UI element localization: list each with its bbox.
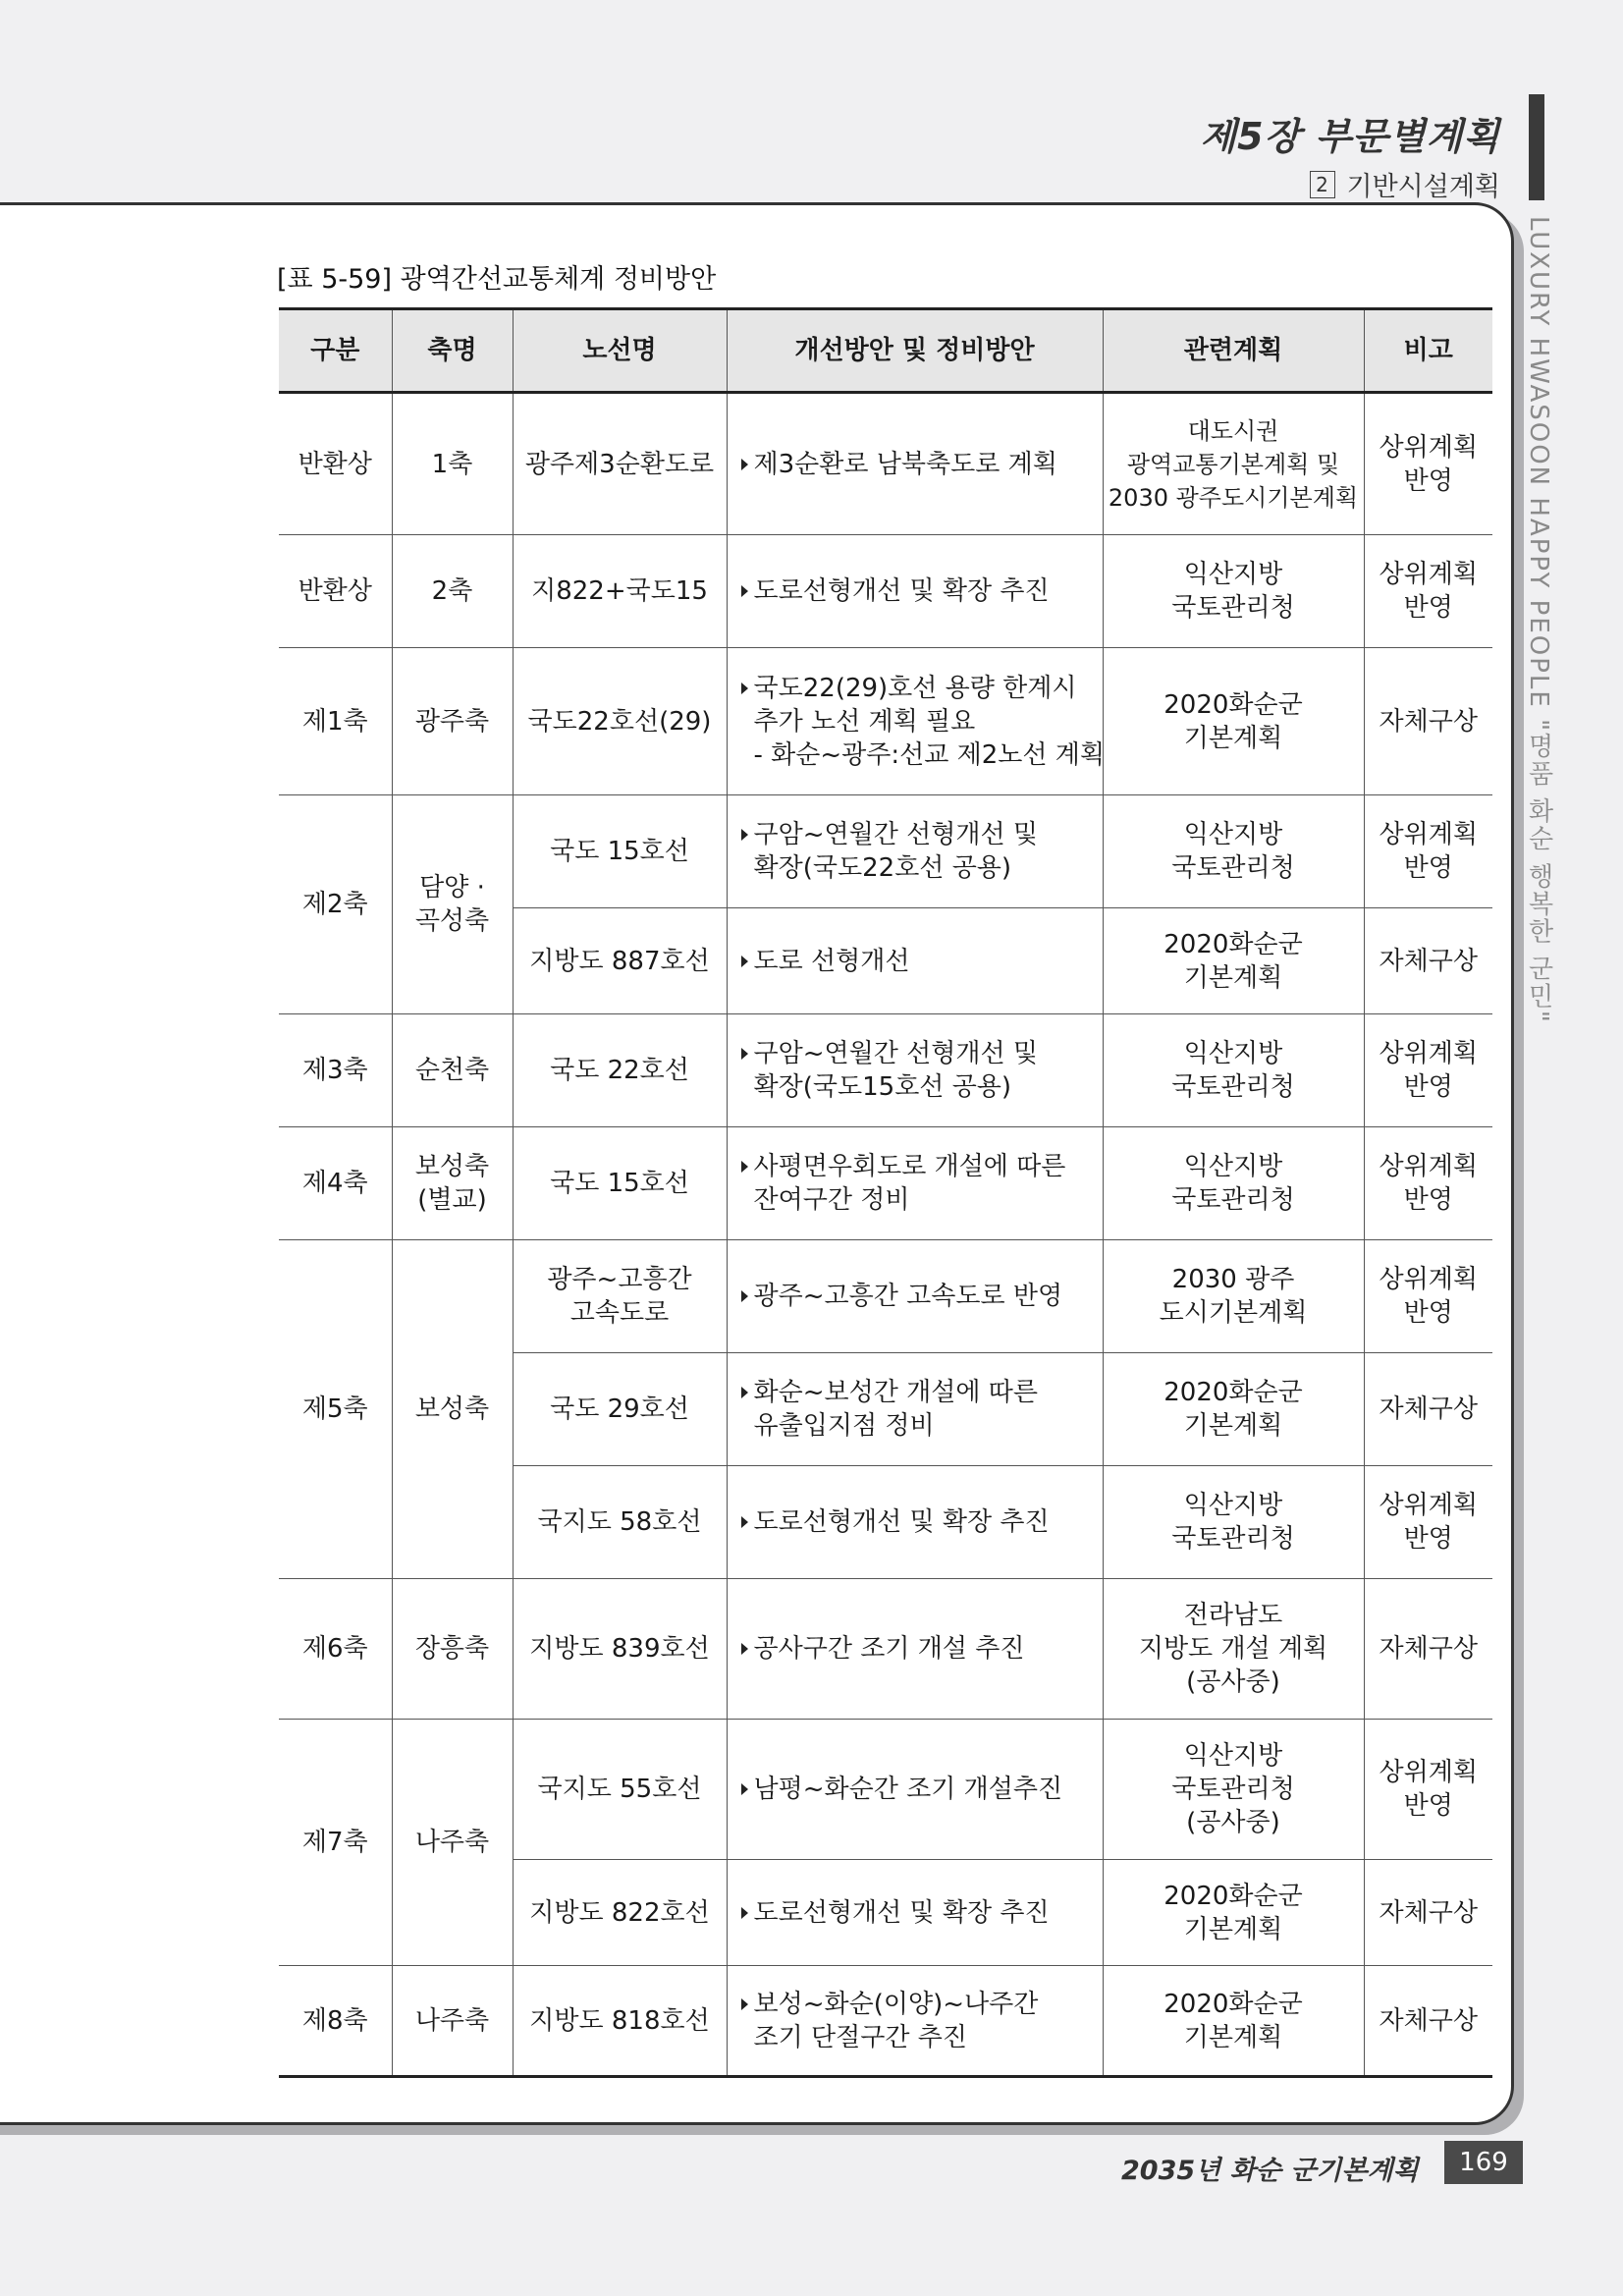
- route-cell: [513, 535, 727, 648]
- plan-cell: [727, 1240, 1103, 1353]
- plan-text: 추가 노선 계획 필요: [753, 706, 976, 737]
- plan-text: - 화순~광주:선교 제2노선 계획: [753, 739, 1106, 770]
- axis-cell: 나주축: [392, 1720, 513, 1966]
- plan-line: [741, 818, 1097, 851]
- cell-line: 국도 15호선: [550, 1169, 689, 1198]
- cell-line: 상위계획: [1379, 820, 1478, 849]
- cell-line: 반영: [1403, 1524, 1453, 1554]
- note-cell: [1364, 1240, 1492, 1353]
- cell-line: 도시기본계획: [1159, 1298, 1308, 1328]
- cell-line: 상위계획: [1379, 1152, 1478, 1181]
- related-plan-cell: [1103, 1353, 1364, 1466]
- plan-cell: [727, 908, 1103, 1014]
- plan-text: 사평면우회도로 개설에 따른: [753, 1152, 1066, 1181]
- route-cell: [513, 1466, 727, 1579]
- plan-text: 도로 선형개선: [753, 946, 910, 976]
- plan-line: [741, 1505, 1097, 1539]
- note-cell: [1364, 1579, 1492, 1720]
- plan-text: 도로선형개선 및 확장 추진: [753, 1507, 1050, 1537]
- plan-line: [741, 1409, 1097, 1443]
- chapter-title: 제5장 부문별계획: [1200, 115, 1500, 158]
- cell-line: 2020화순군: [1163, 929, 1303, 959]
- cell-line: 익산지방: [1183, 1152, 1283, 1181]
- section-heading: [1310, 165, 1501, 203]
- plan-line: [741, 738, 1106, 772]
- plan-line: [741, 1280, 1097, 1313]
- cell-line: 2020화순군: [1163, 1378, 1303, 1407]
- bullet-triangle-icon: [741, 1998, 748, 2010]
- cell-line: 국토관리청: [1171, 1524, 1295, 1554]
- plan-text: 구암~연월간 선형개선 및: [753, 1039, 1038, 1068]
- cell-line: 기본계획: [1183, 723, 1283, 753]
- cell-line: 국도 22호선: [550, 1056, 689, 1085]
- related-plan-cell: [1103, 1466, 1364, 1579]
- header-cell: 구분: [279, 309, 392, 393]
- division-cell: 제5축: [279, 1240, 392, 1579]
- plan-line: [741, 705, 1097, 738]
- table-row: [279, 1966, 1492, 2077]
- bullet-triangle-icon: [741, 829, 748, 841]
- table-header-row: [279, 309, 1492, 393]
- related-plan-cell: [1103, 908, 1364, 1014]
- cell-line: 기본계획: [1183, 962, 1283, 993]
- route-cell: [513, 1240, 727, 1353]
- cell-line: 반영: [1403, 1072, 1453, 1102]
- plan-cell: [727, 648, 1106, 795]
- note-cell: [1364, 1466, 1492, 1579]
- cell-line: 지방도 839호선: [529, 1634, 710, 1664]
- cell-line: 지방도 887호선: [529, 946, 710, 976]
- axis-cell: 보성축 (별교): [392, 1127, 513, 1240]
- note-cell: [1364, 648, 1492, 795]
- note-cell: [1364, 393, 1492, 535]
- route-cell: [513, 1720, 727, 1860]
- cell-line: 반영: [1403, 1185, 1453, 1215]
- cell-line: 국토관리청: [1171, 593, 1295, 623]
- cell-line: 광역교통기본계획 및: [1126, 450, 1340, 478]
- section-number: 2: [1310, 171, 1335, 198]
- cell-line: 상위계획: [1379, 560, 1478, 589]
- note-cell: [1364, 1353, 1492, 1466]
- bullet-triangle-icon: [741, 459, 748, 470]
- cell-line: 상위계획: [1379, 1491, 1478, 1520]
- cell-line: 광주~고흥간: [547, 1265, 692, 1294]
- plan-cell: [727, 393, 1103, 535]
- plan-text: 국도22(29)호선 용량 한계시: [753, 673, 1077, 703]
- plan-text: 공사구간 조기 개설 추진: [753, 1634, 1025, 1664]
- cell-line: 국도 29호선: [550, 1394, 689, 1424]
- cell-line: 자체구상: [1379, 946, 1478, 976]
- cell-line: 자체구상: [1379, 1897, 1478, 1928]
- axis-cell: 장흥축: [392, 1579, 513, 1720]
- plan-cell: [727, 795, 1103, 908]
- bullet-triangle-icon: [741, 956, 748, 967]
- header-cell: 축명: [392, 309, 513, 393]
- section-title: 기반시설계획: [1346, 172, 1500, 202]
- cell-line: 반영: [1403, 1791, 1453, 1821]
- related-plan-cell: [1103, 648, 1364, 795]
- related-plan-cell: [1103, 393, 1364, 535]
- cell-line: 자체구상: [1379, 1634, 1478, 1664]
- axis-cell: 담양 · 곡성축: [392, 795, 513, 1014]
- table-row: [279, 1240, 1492, 1353]
- bullet-triangle-icon: [741, 1907, 748, 1919]
- cell-line: 자체구상: [1379, 706, 1478, 737]
- cell-line: 반영: [1403, 465, 1453, 496]
- table-caption: [표 5-59] 광역간선교통체계 정비방안: [277, 264, 717, 295]
- side-slogan: LUXURY HWASOON HAPPY PEOPLE "명품 화순 행복한 군민": [1524, 216, 1553, 1024]
- plan-line: [741, 1376, 1097, 1409]
- header-cell: 비고: [1364, 309, 1492, 393]
- cell-line: 전라남도: [1183, 1601, 1283, 1630]
- cell-line: 국토관리청: [1171, 1072, 1295, 1102]
- plan-cell: [727, 1127, 1103, 1240]
- cell-line: 익산지방: [1183, 1741, 1283, 1771]
- table-row: [279, 795, 1492, 908]
- plan-text: 조기 단절구간 추진: [753, 2022, 967, 2052]
- cell-line: 지방도 개설 계획: [1138, 1634, 1328, 1664]
- note-cell: [1364, 1860, 1492, 1966]
- related-plan-cell: [1103, 1860, 1364, 1966]
- plan-line: [741, 672, 1097, 705]
- cell-line: 2020화순군: [1163, 1989, 1303, 2019]
- plan-text: 구암~연월간 선형개선 및: [753, 820, 1038, 849]
- bullet-triangle-icon: [741, 1048, 748, 1060]
- cell-line: 국토관리청: [1171, 1775, 1295, 1804]
- cell-line: 국도22호선(29): [527, 706, 712, 737]
- table-row: [279, 1720, 1492, 1860]
- axis-cell: 2축: [392, 535, 513, 648]
- table-row: [279, 535, 1492, 648]
- cell-line: 익산지방: [1183, 1039, 1283, 1068]
- plan-cell: [727, 1014, 1103, 1127]
- plan-text: 남평~화순간 조기 개설추진: [753, 1775, 1063, 1804]
- cell-line: 반영: [1403, 593, 1453, 623]
- cell-line: 국토관리청: [1171, 1185, 1295, 1215]
- related-plan-cell: [1103, 1579, 1364, 1720]
- cell-line: 국지도 58호선: [537, 1507, 702, 1537]
- bullet-triangle-icon: [741, 1387, 748, 1398]
- division-cell: 제2축: [279, 795, 392, 1014]
- plan-text: 확장(국도15호선 공용): [753, 1072, 1012, 1102]
- route-cell: [513, 1127, 727, 1240]
- cell-line: 자체구상: [1379, 2005, 1478, 2036]
- plan-text: 유출입지점 정비: [753, 1411, 935, 1441]
- route-cell: [513, 1014, 727, 1127]
- plan-cell: [727, 1466, 1103, 1579]
- header-cell: 관련계획: [1103, 309, 1364, 393]
- division-cell: 제1축: [279, 648, 392, 795]
- cell-line: 대도시권: [1187, 416, 1279, 445]
- plan-cell: [727, 1579, 1103, 1720]
- cell-line: 2030 광주: [1171, 1265, 1295, 1294]
- table-row: [279, 1579, 1492, 1720]
- cell-line: 반영: [1403, 853, 1453, 883]
- division-cell: 제6축: [279, 1579, 392, 1720]
- cell-line: 국토관리청: [1171, 853, 1295, 883]
- axis-cell: 보성축: [392, 1240, 513, 1579]
- route-cell: [513, 1860, 727, 1966]
- division-cell: 제8축: [279, 1966, 392, 2077]
- cell-line: 2030 광주도시기본계획: [1108, 483, 1359, 512]
- plan-line: [741, 851, 1097, 885]
- route-cell: [513, 908, 727, 1014]
- cell-line: 기본계획: [1183, 1411, 1283, 1441]
- page-number: 169: [1444, 2141, 1523, 2184]
- bullet-triangle-icon: [741, 1290, 748, 1302]
- bullet-triangle-icon: [741, 1516, 748, 1528]
- note-cell: [1364, 1014, 1492, 1127]
- cell-line: 기본계획: [1183, 2022, 1283, 2052]
- cell-line: 국지도 55호선: [537, 1775, 702, 1804]
- cell-line: 반영: [1403, 1298, 1453, 1328]
- plan-line: [741, 1773, 1097, 1806]
- plan-line: [741, 1150, 1097, 1183]
- route-cell: [513, 1353, 727, 1466]
- header-cell: 노선명: [513, 309, 727, 393]
- table-row: [279, 1014, 1492, 1127]
- plan-line: [741, 1896, 1097, 1930]
- header-cell: 개선방안 및 정비방안: [727, 309, 1103, 393]
- route-cell: [513, 1966, 727, 2077]
- axis-cell: 광주축: [392, 648, 513, 795]
- bullet-triangle-icon: [741, 1783, 748, 1795]
- bullet-triangle-icon: [741, 1161, 748, 1173]
- cell-line: 익산지방: [1183, 1491, 1283, 1520]
- note-cell: [1364, 1127, 1492, 1240]
- related-plan-cell: [1103, 535, 1364, 648]
- cell-line: 2020화순군: [1163, 1881, 1303, 1911]
- plan-line: [741, 1183, 1097, 1217]
- cell-line: 상위계획: [1379, 1039, 1478, 1068]
- cell-line: (공사중): [1186, 1808, 1280, 1837]
- related-plan-cell: [1103, 795, 1364, 908]
- cell-line: 지방도 818호선: [529, 2005, 710, 2036]
- route-cell: [513, 1579, 727, 1720]
- plan-cell: [727, 1353, 1103, 1466]
- division-cell: 제4축: [279, 1127, 392, 1240]
- plan-cell: [727, 1966, 1103, 2077]
- note-cell: [1364, 535, 1492, 648]
- related-plan-cell: [1103, 1966, 1364, 2077]
- route-cell: [513, 648, 727, 795]
- cell-line: 고속도로: [569, 1298, 670, 1328]
- route-cell: [513, 795, 727, 908]
- cell-line: 국도 15호선: [550, 837, 689, 866]
- footer-title: 2035년 화순 군기본계획: [1121, 2156, 1419, 2186]
- related-plan-cell: [1103, 1014, 1364, 1127]
- plan-line: [741, 945, 1097, 978]
- plan-text: 도로선형개선 및 확장 추진: [753, 1897, 1050, 1928]
- table-row: [279, 1127, 1492, 1240]
- cell-line: 상위계획: [1379, 1265, 1478, 1294]
- table-row: [279, 648, 1492, 795]
- table-row: [279, 393, 1492, 535]
- cell-line: 지822+국도15: [531, 576, 708, 606]
- cell-line: 상위계획: [1379, 432, 1478, 463]
- cell-line: 익산지방: [1183, 560, 1283, 589]
- plan-text: 도로선형개선 및 확장 추진: [753, 576, 1050, 606]
- plan-cell: [727, 1720, 1103, 1860]
- axis-cell: 1축: [392, 393, 513, 535]
- related-plan-cell: [1103, 1240, 1364, 1353]
- plan-line: [741, 1988, 1097, 2021]
- header-accent-bar: [1529, 94, 1544, 200]
- plan-text: 제3순환로 남북축도로 계획: [753, 449, 1057, 479]
- plan-text: 보성~화순(이양)~나주간: [753, 1989, 1039, 2019]
- plan-text: 화순~보성간 개설에 따른: [753, 1378, 1038, 1407]
- plan-line: [741, 1632, 1097, 1666]
- cell-line: 지방도 822호선: [529, 1897, 710, 1928]
- plan-line: [741, 2021, 1097, 2054]
- plan-text: 광주~고흥간 고속도로 반영: [753, 1282, 1063, 1311]
- plan-line: [741, 1037, 1097, 1070]
- related-plan-cell: [1103, 1720, 1364, 1860]
- plan-line: [741, 1070, 1097, 1104]
- cell-line: 익산지방: [1183, 820, 1283, 849]
- cell-line: 자체구상: [1379, 1394, 1478, 1424]
- plan-text: 확장(국도22호선 공용): [753, 853, 1012, 883]
- bullet-triangle-icon: [741, 585, 748, 597]
- note-cell: [1364, 795, 1492, 908]
- route-plan-table: [279, 307, 1492, 2078]
- division-cell: 반환상: [279, 393, 392, 535]
- division-cell: 제3축: [279, 1014, 392, 1127]
- cell-line: 상위계획: [1379, 1758, 1478, 1787]
- cell-line: 광주제3순환도로: [524, 449, 715, 479]
- plan-line: [741, 448, 1097, 481]
- note-cell: [1364, 908, 1492, 1014]
- division-cell: 제7축: [279, 1720, 392, 1966]
- division-cell: 반환상: [279, 535, 392, 648]
- axis-cell: 순천축: [392, 1014, 513, 1127]
- cell-line: 2020화순군: [1163, 689, 1303, 720]
- bullet-triangle-icon: [741, 1643, 748, 1655]
- cell-line: 기본계획: [1183, 1914, 1283, 1944]
- route-cell: [513, 393, 727, 535]
- plan-cell: [727, 535, 1103, 648]
- axis-cell: 나주축: [392, 1966, 513, 2077]
- plan-line: [741, 574, 1097, 608]
- note-cell: [1364, 1966, 1492, 2077]
- note-cell: [1364, 1720, 1492, 1860]
- plan-cell: [727, 1860, 1103, 1966]
- bullet-triangle-icon: [741, 683, 748, 694]
- related-plan-cell: [1103, 1127, 1364, 1240]
- plan-text: 잔여구간 정비: [753, 1185, 910, 1215]
- cell-line: (공사중): [1186, 1667, 1280, 1697]
